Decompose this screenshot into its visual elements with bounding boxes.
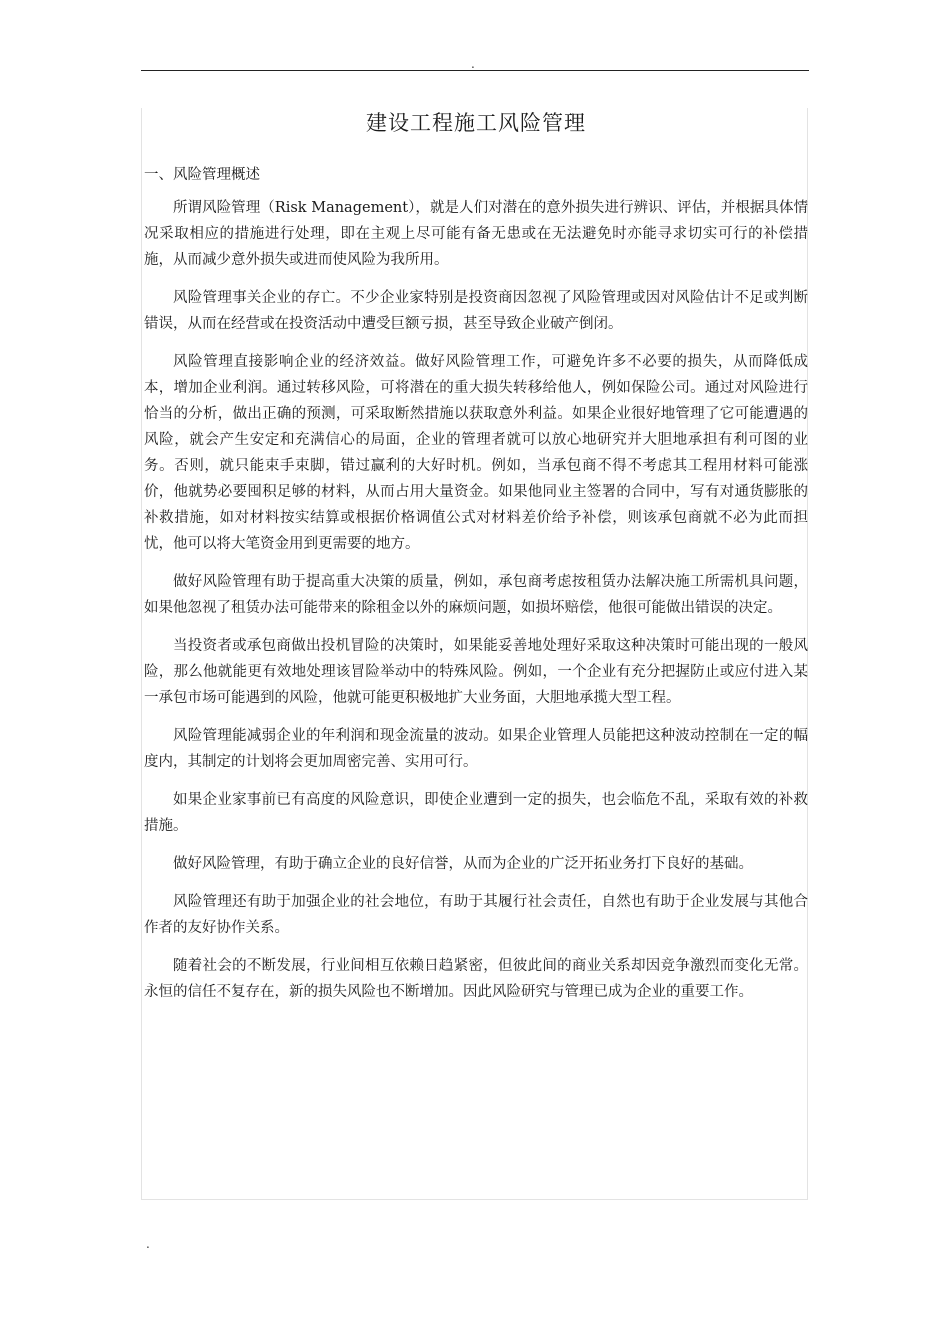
header-rule [141,70,809,71]
paragraph-1: 所谓风险管理（Risk Management），就是人们对潜在的意外损失进行辨识、评估，并根据具体情况采取相应的措施进行处理，即在主观上尽可能有备无患或在无法避免时亦能寻求切实可行的补偿措施，从而减少意外损失或进而使风险为我所用。 [144,200,808,268]
paragraph-10: 随着社会的不断发展，行业间相互依赖日趋紧密，但彼此间的商业关系却因竞争激烈而变化无常。永恒的信任不复存在，新的损失风险也不断增加。因此风险研究与管理已成为企业的重要工作。 [144,958,808,1000]
paragraph-4: 做好风险管理有助于提高重大决策的质量，例如，承包商考虑按租赁办法解决施工所需机具问题，如果他忽视了租赁办法可能带来的除租金以外的麻烦问题，如损坏赔偿，他很可能做出错误的决定。 [144,574,808,616]
paragraph-8: 做好风险管理，有助于确立企业的良好信誉，从而为企业的广泛开拓业务打下良好的基础。 [173,856,753,872]
section-heading: 一、风险管理概述 [144,167,260,183]
paragraph-9: 风险管理还有助于加强企业的社会地位，有助于其履行社会责任，自然也有助于企业发展与其他合作者的友好协作关系。 [144,894,808,936]
header-mark: . [471,57,475,71]
paragraph-2: 风险管理事关企业的存亡。不少企业家特别是投资商因忽视了风险管理或因对风险估计不足或判断错误，从而在经营或在投资活动中遭受巨额亏损，甚至导致企业破产倒闭。 [144,290,808,332]
paragraph-6: 风险管理能减弱企业的年利润和现金流量的波动。如果企业管理人员能把这种波动控制在一定的幅度内，其制定的计划将会更加周密完善、实用可行。 [144,728,808,770]
paragraph-3: 风险管理直接影响企业的经济效益。做好风险管理工作，可避免许多不必要的损失，从而降低成本，增加企业利润。通过转移风险，可将潜在的重大损失转移给他人，例如保险公司。通过对风险进行恰当的分析，做出正确的预测，可采取断然措施以获取意外利益。如果企业很好地管理了它可能遭遇的风险，就会产生安定和充满信心的局面，企业的管理者就可以放心地研究并大胆地承担有利可图的业务。否则，就只能束手束脚，错过赢利的大好时机。例如，当承包商不得不考虑其工程用材料可能涨价，他就势必要囤积足够的材料，从而占用大量资金。如果他同业主签署的合同中，写有对通货膨胀的补救措施，如对材料按实结算或根据价格调值公式对材料差价给予补偿，则该承包商就不必为此而担忧，他可以将大笔资金用到更需要的地方。 [144,354,808,552]
document-title: 建设工程施工风险管理 [366,111,586,135]
document-body [144,108,808,1017]
paragraph-5: 当投资者或承包商做出投机冒险的决策时，如果能妥善地处理好采取这种决策时可能出现的一般风险，那么他就能更有效地处理该冒险举动中的特殊风险。例如，一个企业有充分把握防止或应付进入某一承包市场可能遇到的风险，他就可能更积极地扩大业务面，大胆地承揽大型工程。 [144,638,808,706]
footer-mark: . [146,1237,150,1251]
paragraph-7: 如果企业家事前已有高度的风险意识，即使企业遭到一定的损失，也会临危不乱，采取有效的补救措施。 [144,792,808,834]
